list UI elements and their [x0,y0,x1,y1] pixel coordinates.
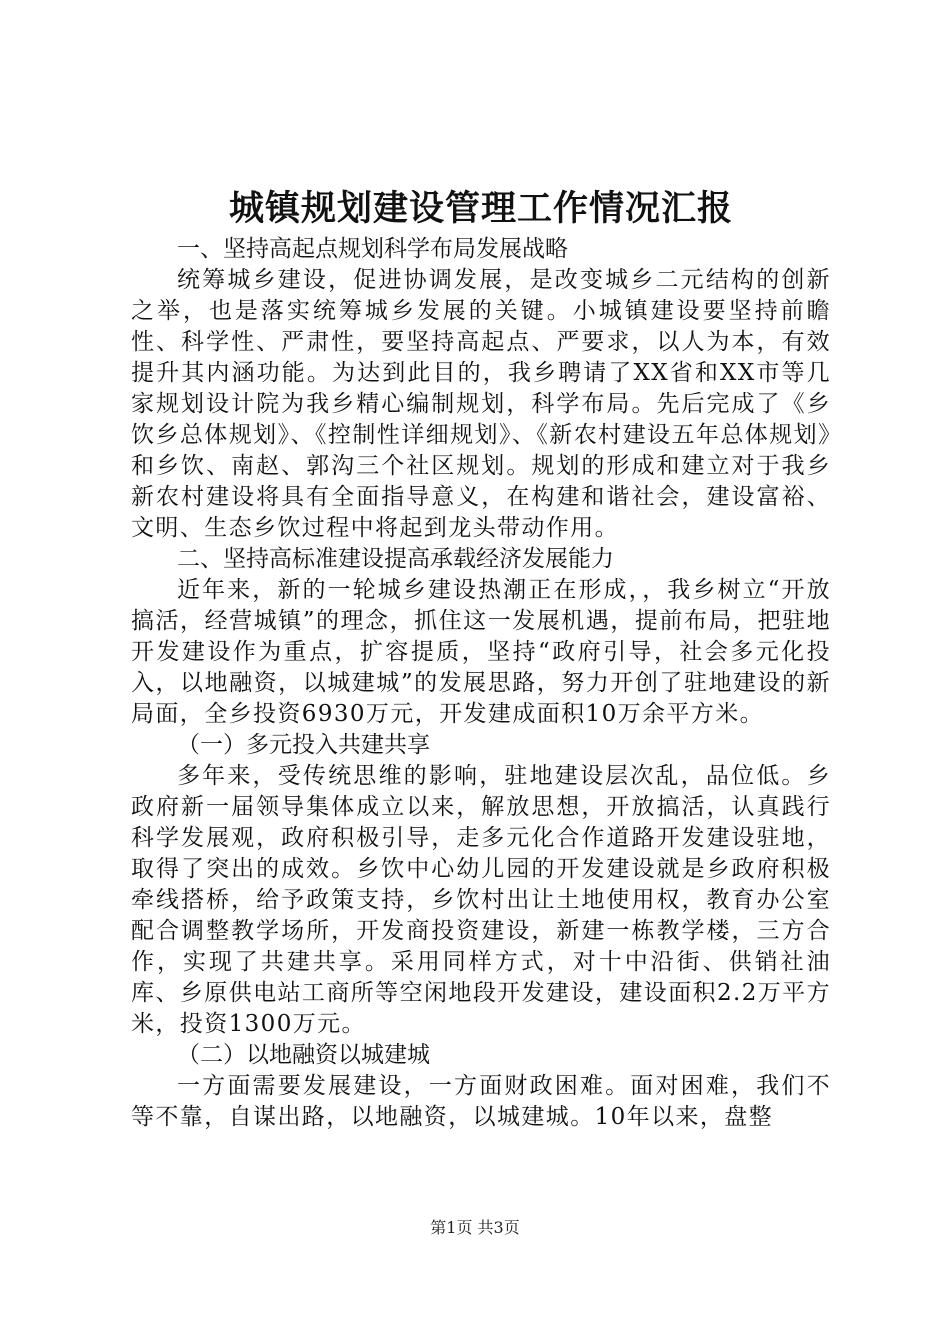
paragraph-1: 统筹城乡建设，促进协调发展，是改变城乡二元结构的创新之举，也是落实统筹城乡发展的关键。小城镇建设要坚持前瞻性、科学性、严肃性，要坚持高起点、严要求，以人为本，有效提升其内涵功能。为达到此目的，我乡聘请了XX省和XX市等几家规划设计院为我乡精心编制规划，科学布局。先后完成了《乡饮乡总体规划》、《控制性详细规划》、《新农村建设五年总体规划》和乡饮、南赵、郭沟三个社区规划。规划的形成和建立对于我乡新农村建设将具有全面指导意义，在构建和谐社会，建设富裕、文明、生态乡饮过程中将起到龙头带动作用。 [131,267,831,541]
section-heading-1: 一、坚持高起点规划科学布局发展战略 [177,236,568,262]
paragraph-2: 近年来，新的一轮城乡建设热潮正在形成，，我乡树立“开放搞活，经营城镇”的理念，抓住这一发展机遇，提前布局，把驻地开发建设作为重点，扩容提质，坚持“政府引导，社会多元化投入，以地融资，以城建城”的发展思路，努力开创了驻地建设的新局面，全乡投资6930万元，开发建成面积10万余平方米。 [131,577,831,727]
subsection-heading-2: （二）以地融资以城建城 [177,1042,430,1068]
paragraph-3: 多年来，受传统思维的影响，驻地建设层次乱，品位低。乡政府新一届领导集体成立以来，解放思想，开放搞活，认真践行科学发展观，政府积极引导，走多元化合作道路开发建设驻地，取得了突出的成效。乡饮中心幼儿园的开发建设就是乡政府积极牵线搭桥，给予政策支持，乡饮村出让土地使用权，教育办公室配合调整教学场所，开发商投资建设，新建一栋教学楼，三方合作，实现了共建共享。采用同样方式，对十中沿街、供销社油库、乡原供电站工商所等空闲地段开发建设，建设面积2.2万平方米，投资1300万元。 [131,763,831,1037]
section-heading-2: 二、坚持高标准建设提高承载经济发展能力 [177,546,614,572]
page-footer: 第1页 共3页 [430,1218,520,1237]
page-title: 城镇规划建设管理工作情况汇报 [228,188,733,229]
document-body [131,186,831,1133]
subsection-heading-1: （一）多元投入共建共享 [177,732,430,758]
paragraph-4: 一方面需要发展建设，一方面财政困难。面对困难，我们不等不靠，自谋出路，以地融资，以城建城。10年以来，盘整 [131,1073,831,1130]
